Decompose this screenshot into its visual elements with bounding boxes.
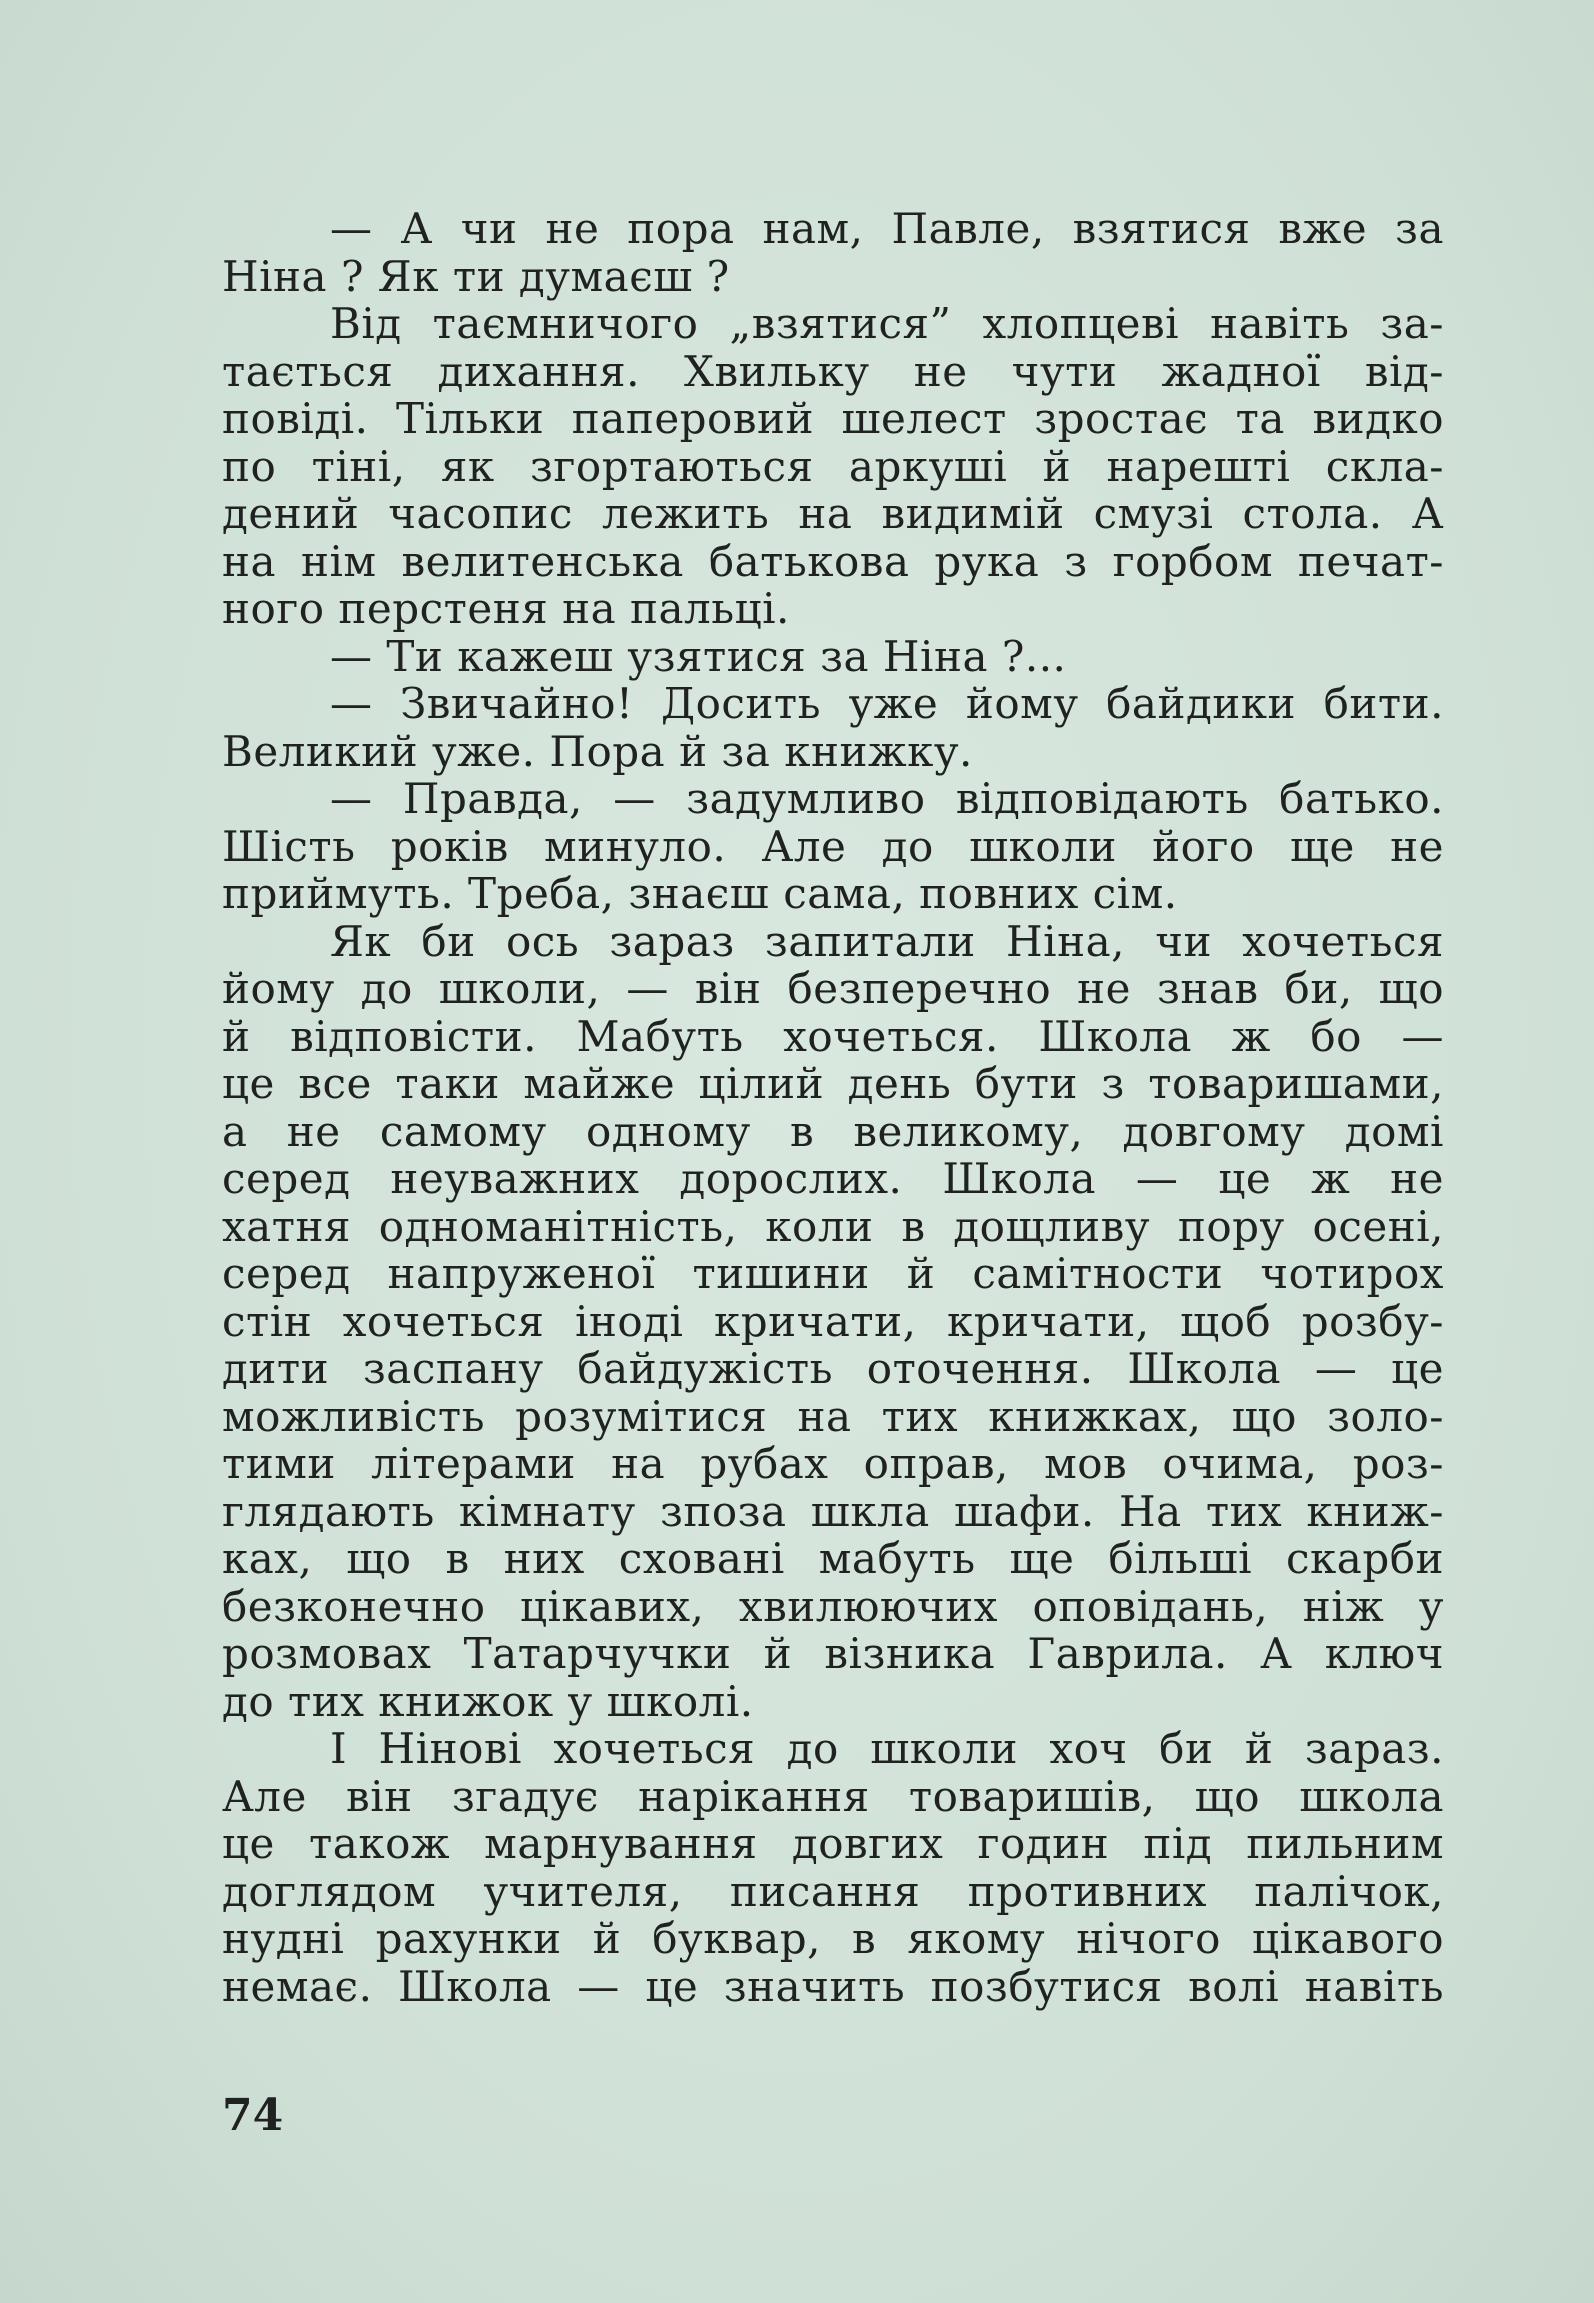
text-line: до тих книжок у школі. — [222, 1676, 754, 1726]
text-line: — А чи не пора нам, Павле, взятися вже за — [330, 204, 1444, 253]
text-line: дити заспану байдужість оточення. Школа — це — [222, 1344, 1444, 1393]
text-line: по тіні, як згортаються аркуші й нарешті скла- — [222, 441, 1444, 491]
text-line: Великий уже. Пора й за книжку. — [222, 726, 973, 776]
page-number: 74 — [222, 2090, 284, 2141]
text-line: й відповісти. Мабуть хочеться. Школа ж бо — — [222, 1011, 1444, 1061]
body-text — [222, 205, 1444, 2010]
text-line: дений часопис лежить на видимій смузі стола. А — [222, 489, 1444, 538]
text-line: доглядом учителя, писання противних палічок, — [222, 1866, 1444, 1916]
text-line: приймуть. Треба, знаєш сама, повних сім. — [222, 869, 1178, 918]
text-line: — Правда, — задумливо відповідають батько. — [330, 774, 1444, 823]
text-line: розмовах Татарчучки й візника Гаврила. А ключ — [222, 1629, 1444, 1678]
text-line: можливість розумітися на тих книжках, що золо- — [222, 1391, 1444, 1441]
text-line: Як би ось зараз запитали Ніна, чи хочеться — [330, 916, 1444, 966]
text-line: на нім велитенська батькова рука з горбом печат- — [222, 536, 1444, 586]
text-line: йому до школи, — він безперечно не знав би, що — [222, 964, 1444, 1013]
text-line: тими літерами на рубах оправ, мов очима, роз- — [222, 1439, 1444, 1488]
text-line: тається дихання. Хвильку не чути жадної від- — [222, 346, 1444, 396]
text-line: безконечно цікавих, хвилюючих оповідань, ніж у — [222, 1581, 1444, 1631]
text-line: стін хочеться іноді кричати, кричати, щоб розбу- — [222, 1296, 1444, 1346]
text-line: нудні рахунки й буквар, в якому нічого цікавого — [222, 1914, 1444, 1963]
text-line: І Ніновi хочеться до школи хоч би й зараз. — [330, 1724, 1444, 1773]
text-line: Але він згадує нарікання товаришів, що школа — [222, 1771, 1444, 1821]
text-line: — Ти кажеш узятися за Ніна ?... — [330, 631, 1067, 681]
text-line: — Звичайно! Досить уже йому байдики бити. — [330, 679, 1444, 728]
text-line: повіді. Тільки паперовий шелест зростає та видко — [222, 394, 1444, 443]
text-line: глядають кімнату зпоза шкла шафи. На тих книж- — [222, 1486, 1444, 1536]
text-line: це також марнування довгих годин під пильним — [222, 1819, 1444, 1868]
text-line: немає. Школа — це значить позбутися волі навіть — [222, 1961, 1444, 2011]
text-line: Ніна ? Як ти думаєш ? — [222, 251, 730, 301]
text-line: серед неуважних дорослих. Школа — це ж не — [222, 1154, 1444, 1203]
text-line: ного перстеня на пальці. — [222, 584, 790, 633]
text-line: це все таки майже цілий день бути з товаришами, — [222, 1059, 1444, 1108]
text-line: ках, що в них сховані мабуть ще більші скарби — [222, 1534, 1444, 1583]
text-line: а не самому одному в великому, довгому домі — [222, 1106, 1444, 1156]
text-line: Шість років минуло. Але до школи його ще не — [222, 821, 1444, 871]
text-line: Від таємничого „взятися” хлопцеві навіть за- — [330, 299, 1444, 348]
text-line: серед напруженої тишини й самітности чотирох — [222, 1249, 1444, 1298]
text-line: хатня одноманітність, коли в дощливу пору осені, — [222, 1201, 1444, 1251]
